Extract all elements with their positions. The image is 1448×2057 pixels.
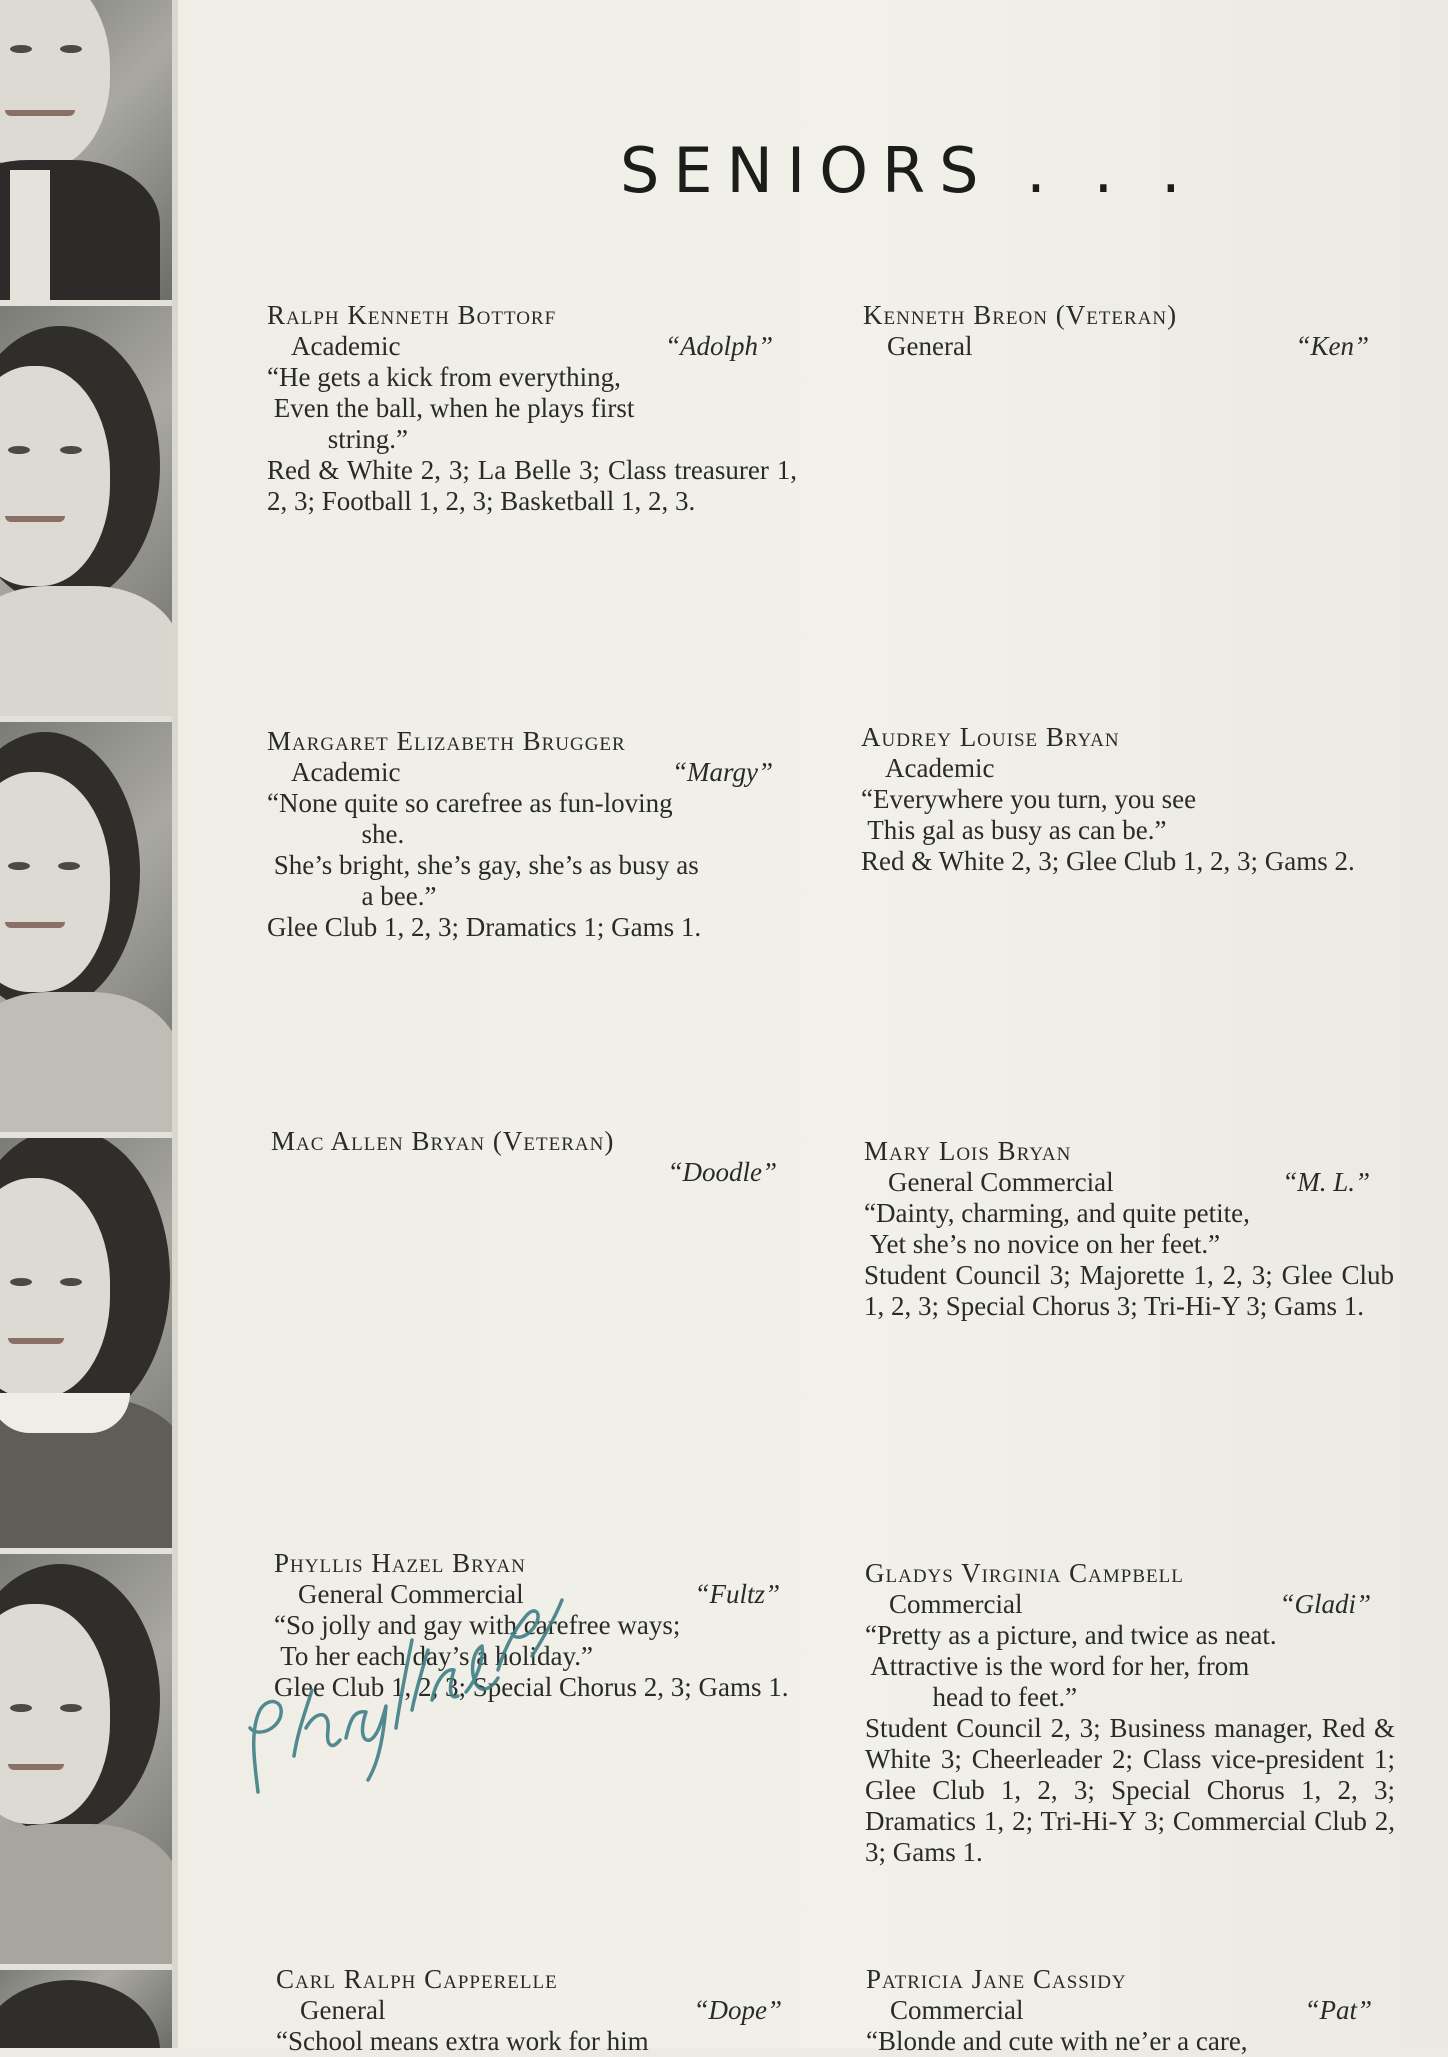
portrait-photo-6 [0, 1970, 172, 2048]
senior-quote: “Blonde and cute with ne’er a care, [866, 2026, 1248, 2056]
senior-entry [267, 726, 797, 943]
nickname: “M. L.” [1282, 1167, 1370, 1197]
nickname: “Doodle” [667, 1157, 777, 1187]
portrait-photo-4 [0, 1138, 172, 1554]
senior-name: Audrey Louise Bryan [861, 722, 1120, 752]
course-label: Commercial [889, 1589, 1023, 1619]
senior-quote: “None quite so carefree as fun-loving she. She’s bright, she’s gay, she’s as busy as a bee.” [267, 788, 699, 911]
course-label: General Commercial [888, 1167, 1114, 1197]
nickname: “Gladi” [1279, 1589, 1371, 1619]
portrait-photo-2 [0, 306, 172, 722]
activities-list: Red & White 2, 3; La Belle 3; Class treasurer 1, 2, 3; Football 1, 2, 3; Basketball 1, 2, 3. [267, 455, 797, 516]
portrait-strip [0, 0, 178, 2048]
course-label: Academic [885, 753, 995, 783]
course-label: General Commercial [298, 1579, 524, 1609]
activities-list: Glee Club 1, 2, 3; Special Chorus 2, 3; Gams 1. [274, 1672, 789, 1702]
senior-entry [864, 1136, 1394, 1322]
page-title: SENIORS . . . [620, 133, 1195, 207]
nickname: “Adolph” [664, 331, 773, 361]
portrait-photo-3 [0, 722, 172, 1138]
senior-quote: “Pretty as a picture, and twice as neat. Attractive is the word for her, from head to feet.” [865, 1620, 1277, 1712]
course-label: General [300, 1995, 386, 2025]
activities-list: Glee Club 1, 2, 3; Dramatics 1; Gams 1. [267, 912, 702, 942]
activities-list: Student Council 3; Majorette 1, 2, 3; Glee Club 1, 2, 3; Special Chorus 3; Tri-Hi-Y 3; Gams 1. [864, 1260, 1394, 1321]
senior-quote: “So jolly and gay with carefree ways; To her each day’s a holiday.” [274, 1610, 681, 1671]
senior-name: Margaret Elizabeth Brugger [267, 726, 626, 756]
senior-quote: “Dainty, charming, and quite petite, Yet she’s no novice on her feet.” [864, 1198, 1250, 1259]
senior-entry [267, 300, 797, 517]
activities-list: Student Council 2, 3; Business manager, Red & White 3; Cheerleader 2; Class vice-president 1; Glee Club 1, 2, 3; Special Chorus 1, 2, 3; Dramatics 1, 2; Tri-Hi-Y 3; Commercial Club 2, 3; Gams 1. [865, 1713, 1395, 1867]
senior-name: Patricia Jane Cassidy [866, 1964, 1127, 1994]
nickname: “Dope” [693, 1995, 782, 2025]
nickname: “Fultz” [694, 1579, 780, 1609]
senior-entry [866, 1964, 1396, 2057]
nickname: “Ken” [1295, 331, 1369, 361]
portrait-photo-5 [0, 1554, 172, 1970]
senior-quote: “Everywhere you turn, you see This gal as busy as can be.” [861, 784, 1197, 845]
course-label: General [887, 331, 973, 361]
senior-quote: “He gets a kick from everything, Even the ball, when he plays first string.” [267, 362, 635, 454]
senior-entry [276, 1964, 806, 2057]
senior-name: Mac Allen Bryan (Veteran) [271, 1126, 615, 1156]
activities-list: Red & White 2, 3; Glee Club 1, 2, 3; Gams 2. [861, 846, 1355, 876]
senior-name: Gladys Virginia Campbell [865, 1558, 1184, 1588]
senior-name: Carl Ralph Capperelle [276, 1964, 558, 1994]
senior-entry [271, 1126, 801, 1188]
portrait-photo-1 [0, 0, 172, 306]
nickname: “Pat” [1304, 1995, 1372, 2025]
senior-quote: “School means extra work for him [276, 2026, 649, 2056]
senior-entry [865, 1558, 1395, 1868]
senior-name: Mary Lois Bryan [864, 1136, 1072, 1166]
senior-name: Kenneth Breon (Veteran) [863, 300, 1178, 330]
nickname: “Margy” [671, 757, 773, 787]
senior-entry [863, 300, 1393, 362]
course-label: Academic [291, 757, 401, 787]
senior-name: Phyllis Hazel Bryan [274, 1548, 526, 1578]
course-label: Academic [291, 331, 401, 361]
senior-entry [861, 722, 1391, 877]
handwritten-signature [236, 1560, 576, 1800]
senior-name: Ralph Kenneth Bottorf [267, 300, 557, 330]
course-label: Commercial [890, 1995, 1024, 2025]
